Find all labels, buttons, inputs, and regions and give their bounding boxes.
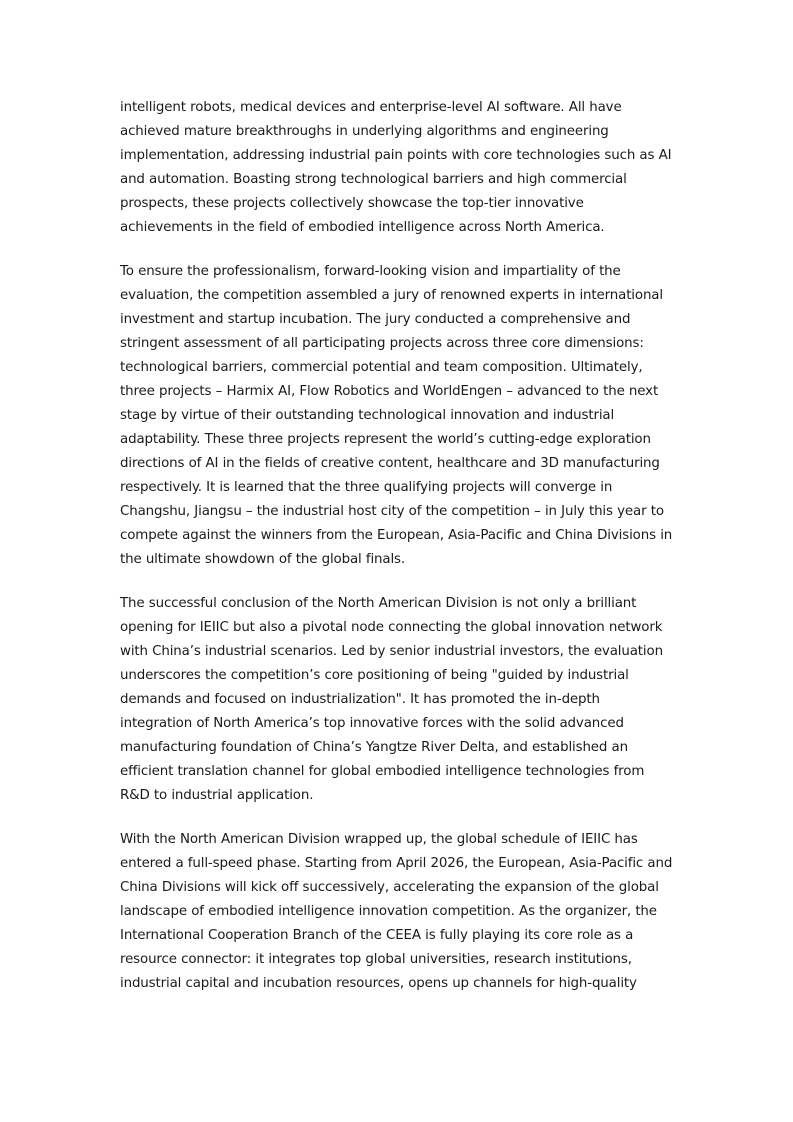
body-text-column (120, 96, 676, 996)
body-paragraph-1: intelligent robots, medical devices and enterprise-level AI software. All have achieved mature breakthroughs in underlying algorithms and engineering implementation, addressing industrial pain points with core technologies such as AI and automation. Boasting strong technological barriers and high commercial prospects, these projects collectively showcase the top-tier innovative achievements in the field of embodied intelligence across North America. (120, 100, 672, 235)
body-paragraph-4: With the North American Division wrapped up, the global schedule of IEIIC has entered a full-speed phase. Starting from April 2026, the European, Asia-Pacific and China Divisions will kick off successively, accelerating the expansion of the global landscape of embodied intelligence innovation competition. As the organizer, the International Cooperation Branch of the CEEA is fully playing its core role as a resource connector: it integrates top global universities, research institutions, industrial capital and incubation resources, opens up channels for high-quality (120, 832, 673, 991)
body-paragraph-3: The successful conclusion of the North American Division is not only a brilliant opening for IEIIC but also a pivotal node connecting the global innovation network with China’s industrial scenarios. Led by senior industrial investors, the evaluation underscores the competition’s core positioning of being "guided by industrial demands and focused on industrialization". It has promoted the in-depth integration of North America’s top innovative forces with the solid advanced manufacturing foundation of China’s Yangtze River Delta, and established an efficient translation channel for global embodied intelligence technologies from R&D to industrial application. (120, 596, 663, 803)
body-paragraph-2: To ensure the professionalism, forward-looking vision and impartiality of the evaluation, the competition assembled a jury of renowned experts in international investment and startup incubation. The jury conducted a comprehensive and stringent assessment of all participating projects across three core dimensions: technological barriers, commercial potential and team composition. Ultimately, three projects – Harmix AI, Flow Robotics and WorldEngen – advanced to the next stage by virtue of their outstanding technological innovation and industrial adaptability. These three projects represent the world’s cutting-edge exploration directions of AI in the fields of creative content, healthcare and 3D manufacturing respectively. It is learned that the three qualifying projects will converge in Changshu, Jiangsu – the industrial host city of the competition – in July this year to compete against the winners from the European, Asia-Pacific and China Divisions in the ultimate showdown of the global finals. (120, 264, 673, 567)
